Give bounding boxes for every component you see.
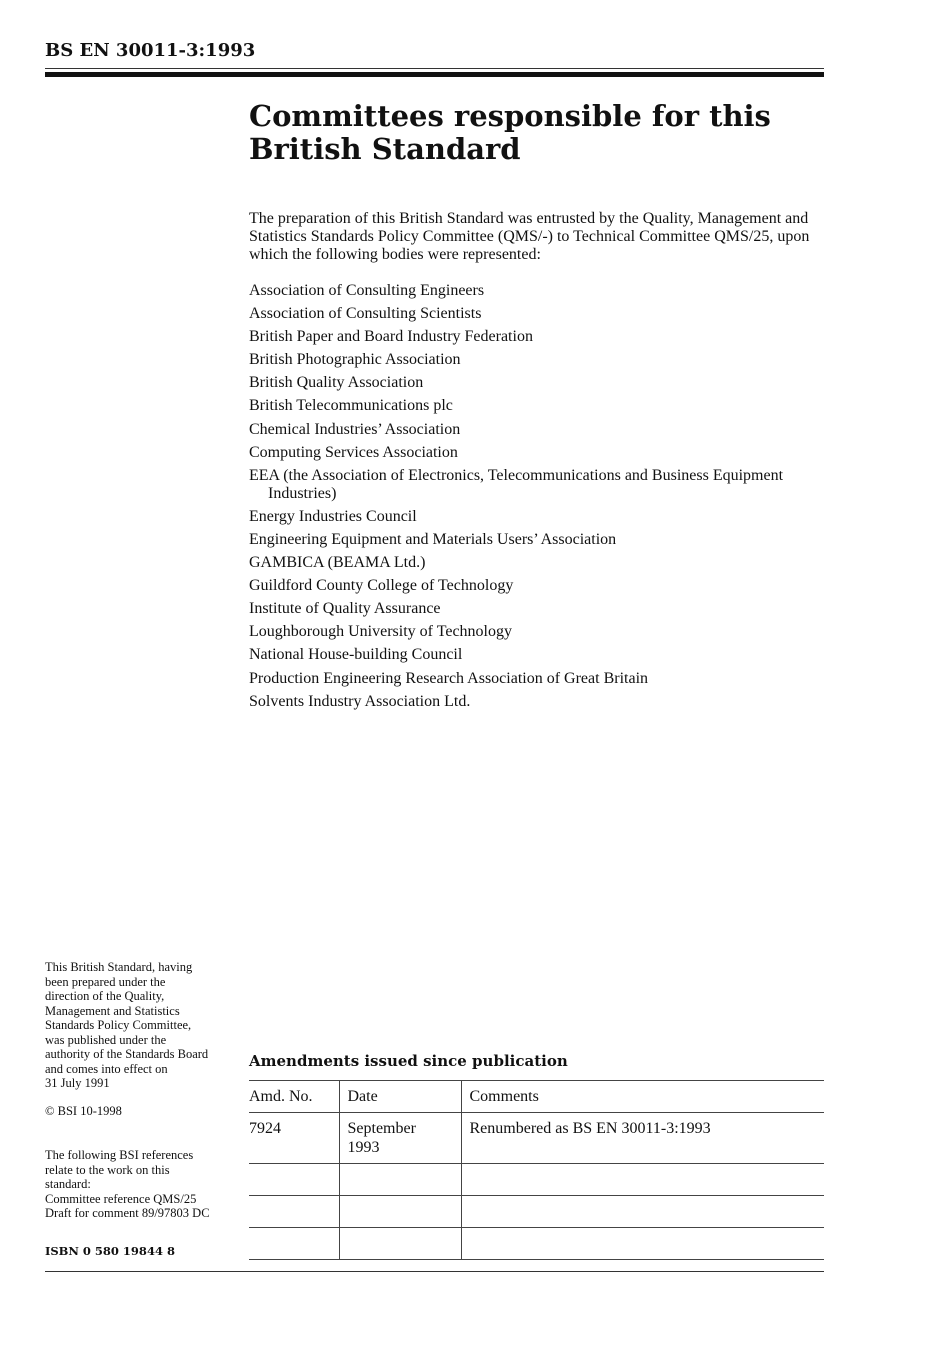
list-item: British Telecommunications plc bbox=[249, 397, 453, 415]
column-header-date: Date bbox=[339, 1081, 461, 1113]
list-item: Loughborough University of Technology bbox=[249, 623, 512, 641]
table-row bbox=[249, 1228, 824, 1260]
list-item: Computing Services Association bbox=[249, 443, 458, 461]
bsi-references-line: relate to the work on this bbox=[45, 1162, 170, 1177]
bsi-references-line: Draft for comment 89/97803 DC bbox=[45, 1206, 210, 1220]
publication-note-line: Management and Statistics bbox=[45, 1003, 180, 1018]
publication-note-line: authority of the Standards Board bbox=[45, 1047, 209, 1061]
comments-cell bbox=[461, 1196, 824, 1228]
publication-note-line: 31 July 1991 bbox=[45, 1076, 110, 1090]
page-title bbox=[249, 100, 824, 166]
amd-no-cell bbox=[249, 1164, 339, 1196]
publication-note-line: was published under the bbox=[45, 1032, 167, 1047]
publication-note-line: Standards Policy Committee, bbox=[45, 1018, 192, 1032]
list-item: Energy Industries Council bbox=[249, 507, 417, 525]
publication-note-line: been prepared under the bbox=[45, 974, 166, 989]
list-item: Engineering Equipment and Materials Users’ Association bbox=[249, 530, 617, 548]
column-header-comments: Comments bbox=[461, 1081, 824, 1113]
publication-note bbox=[45, 960, 245, 1091]
bsi-references-line: The following BSI references bbox=[45, 1148, 194, 1162]
list-item: British Quality Association bbox=[249, 374, 424, 392]
table-row bbox=[249, 1196, 824, 1228]
date-line: 1993 bbox=[347, 1139, 380, 1156]
bsi-references-line: standard: bbox=[45, 1177, 91, 1191]
date-cell bbox=[339, 1164, 461, 1196]
list-item: British Paper and Board Industry Federation bbox=[249, 328, 533, 346]
date-cell bbox=[339, 1113, 461, 1164]
list-item: Association of Consulting Engineers bbox=[249, 282, 485, 299]
isbn: ISBN 0 580 19844 8 bbox=[45, 1244, 175, 1258]
comments-cell: Renumbered as BS EN 30011-3:1993 bbox=[461, 1113, 824, 1164]
page-title-line-1: Committees responsible for this bbox=[249, 99, 771, 133]
table-row bbox=[249, 1113, 824, 1164]
amendments-table bbox=[249, 1080, 824, 1260]
footer-rule bbox=[45, 1271, 824, 1272]
comments-cell bbox=[461, 1164, 824, 1196]
copyright-notice: © BSI 10-1998 bbox=[45, 1104, 122, 1118]
amd-no-cell bbox=[249, 1228, 339, 1260]
amendments-title: Amendments issued since publication bbox=[249, 1052, 568, 1070]
list-item: Association of Consulting Scientists bbox=[249, 305, 482, 323]
intro-paragraph: The preparation of this British Standard was entrusted by the Quality, Management and Statistics Standards Policy Committee (QMS/-) to Technical Committee QMS/25, upon which the following bodies were represented: bbox=[249, 210, 810, 263]
list-item: Solvents Industry Association Ltd. bbox=[249, 692, 471, 710]
header-rule-thick bbox=[45, 72, 824, 77]
bsi-references bbox=[45, 1148, 245, 1221]
table-header-row bbox=[249, 1081, 824, 1113]
bsi-references-line: Committee reference QMS/25 bbox=[45, 1191, 197, 1206]
date-cell bbox=[339, 1228, 461, 1260]
list-item: British Photographic Association bbox=[249, 351, 461, 369]
document-id: BS EN 30011-3:1993 bbox=[45, 40, 256, 61]
date-cell bbox=[339, 1196, 461, 1228]
page-title-line-2: British Standard bbox=[249, 132, 521, 166]
comments-cell bbox=[461, 1228, 824, 1260]
list-item: Chemical Industries’ Association bbox=[249, 420, 461, 438]
list-item: GAMBICA (BEAMA Ltd.) bbox=[249, 554, 426, 572]
list-item: National House-building Council bbox=[249, 646, 463, 664]
header-rule-thin bbox=[45, 68, 824, 69]
table-row bbox=[249, 1164, 824, 1196]
publication-note-line: direction of the Quality, bbox=[45, 989, 165, 1003]
list-item: Guildford County College of Technology bbox=[249, 577, 514, 595]
amd-no-cell: 7924 bbox=[249, 1113, 339, 1164]
list-item: EEA (the Association of Electronics, Telecommunications and Business Equipment Industries) bbox=[249, 466, 784, 502]
list-item: Institute of Quality Assurance bbox=[249, 600, 441, 618]
column-header-amd-no: Amd. No. bbox=[249, 1081, 339, 1113]
amd-no-cell bbox=[249, 1196, 339, 1228]
date-line: September bbox=[347, 1120, 416, 1137]
list-item: Production Engineering Research Association of Great Britain bbox=[249, 669, 649, 687]
publication-note-line: and comes into effect on bbox=[45, 1061, 168, 1076]
publication-note-line: This British Standard, having bbox=[45, 960, 193, 974]
member-list bbox=[249, 282, 824, 716]
